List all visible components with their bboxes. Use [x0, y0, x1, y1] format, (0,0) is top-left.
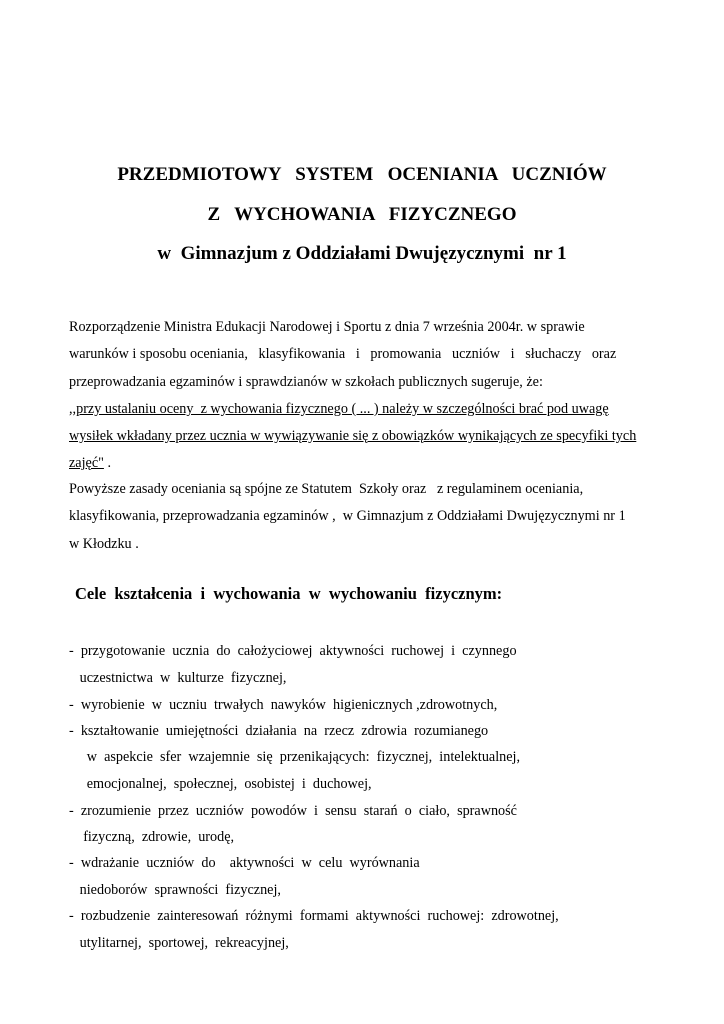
goal-line: - rozbudzenie zainteresowań różnymi formami aktywności ruchowej: zdrowotnej, [69, 908, 559, 924]
quote-text-3: zajęć" [69, 455, 104, 471]
goal-line: niedoborów sprawności fizycznej, [69, 882, 281, 898]
quote-line-2: wysiłek wkładany przez ucznia w wywiązywanie się z obowiązków wynikających ze specyfiki tych [69, 428, 637, 444]
quote-open-mark: ,, [69, 401, 77, 417]
quote-tail: . [103, 455, 112, 471]
paragraph-line-2: klasyfikowania, przeprowadzania egzaminów , w Gimnazjum z Oddziałami Dwujęzycznymi nr 1 [69, 508, 626, 524]
quote-line-1 [69, 401, 609, 418]
document-title-line-2: Z WYCHOWANIA FIZYCZNEGO [207, 204, 517, 225]
quote-text-1: przy ustalaniu oceny z wychowania fizycznego ( ... ) należy w szczególności brać pod uwagę [76, 401, 609, 417]
goal-line: - wyrobienie w uczniu trwałych nawyków higienicznych ,zdrowotnych, [69, 697, 498, 713]
goal-line: - kształtowanie umiejętności działania na rzecz zdrowia rozumianego [69, 723, 489, 739]
intro-line-1: Rozporządzenie Ministra Edukacji Narodowej i Sportu z dnia 7 września 2004r. w sprawie [69, 319, 585, 335]
goal-line: utylitarnej, sportowej, rekreacyjnej, [69, 935, 289, 951]
goal-line: w aspekcie sfer wzajemnie się przenikających: fizycznej, intelektualnej, [69, 749, 521, 765]
section-heading: Cele kształcenia i wychowania w wychowaniu fizycznym: [75, 584, 503, 603]
goal-line: uczestnictwa w kulturze fizycznej, [69, 670, 287, 686]
goal-line: fizyczną, zdrowie, urodę, [69, 829, 235, 845]
goal-line: - zrozumienie przez uczniów powodów i sensu starań o ciało, sprawność [69, 803, 517, 819]
goal-line: emocjonalnej, społecznej, osobistej i duchowej, [69, 776, 372, 792]
paragraph-line-1: Powyższe zasady oceniania są spójne ze Statutem Szkoły oraz z regulaminem oceniania, [69, 481, 584, 497]
goal-line: - wdrażanie uczniów do aktywności w celu wyrównania [69, 855, 420, 871]
document-title-line-1: PRZEDMIOTOWY SYSTEM OCENIANIA UCZNIÓW [117, 164, 607, 185]
intro-line-3: przeprowadzania egzaminów i sprawdzianów w szkołach publicznych sugeruje, że: [69, 374, 543, 390]
quote-line-3 [69, 455, 111, 472]
paragraph-line-3: w Kłodzku . [69, 536, 139, 552]
document-title-line-3: w Gimnazjum z Oddziałami Dwujęzycznymi nr 1 [157, 243, 567, 264]
intro-line-2: warunków i sposobu oceniania, klasyfikowania i promowania uczniów i słuchaczy oraz [69, 346, 617, 362]
goal-line: - przygotowanie ucznia do całożyciowej aktywności ruchowej i czynnego [69, 643, 517, 659]
